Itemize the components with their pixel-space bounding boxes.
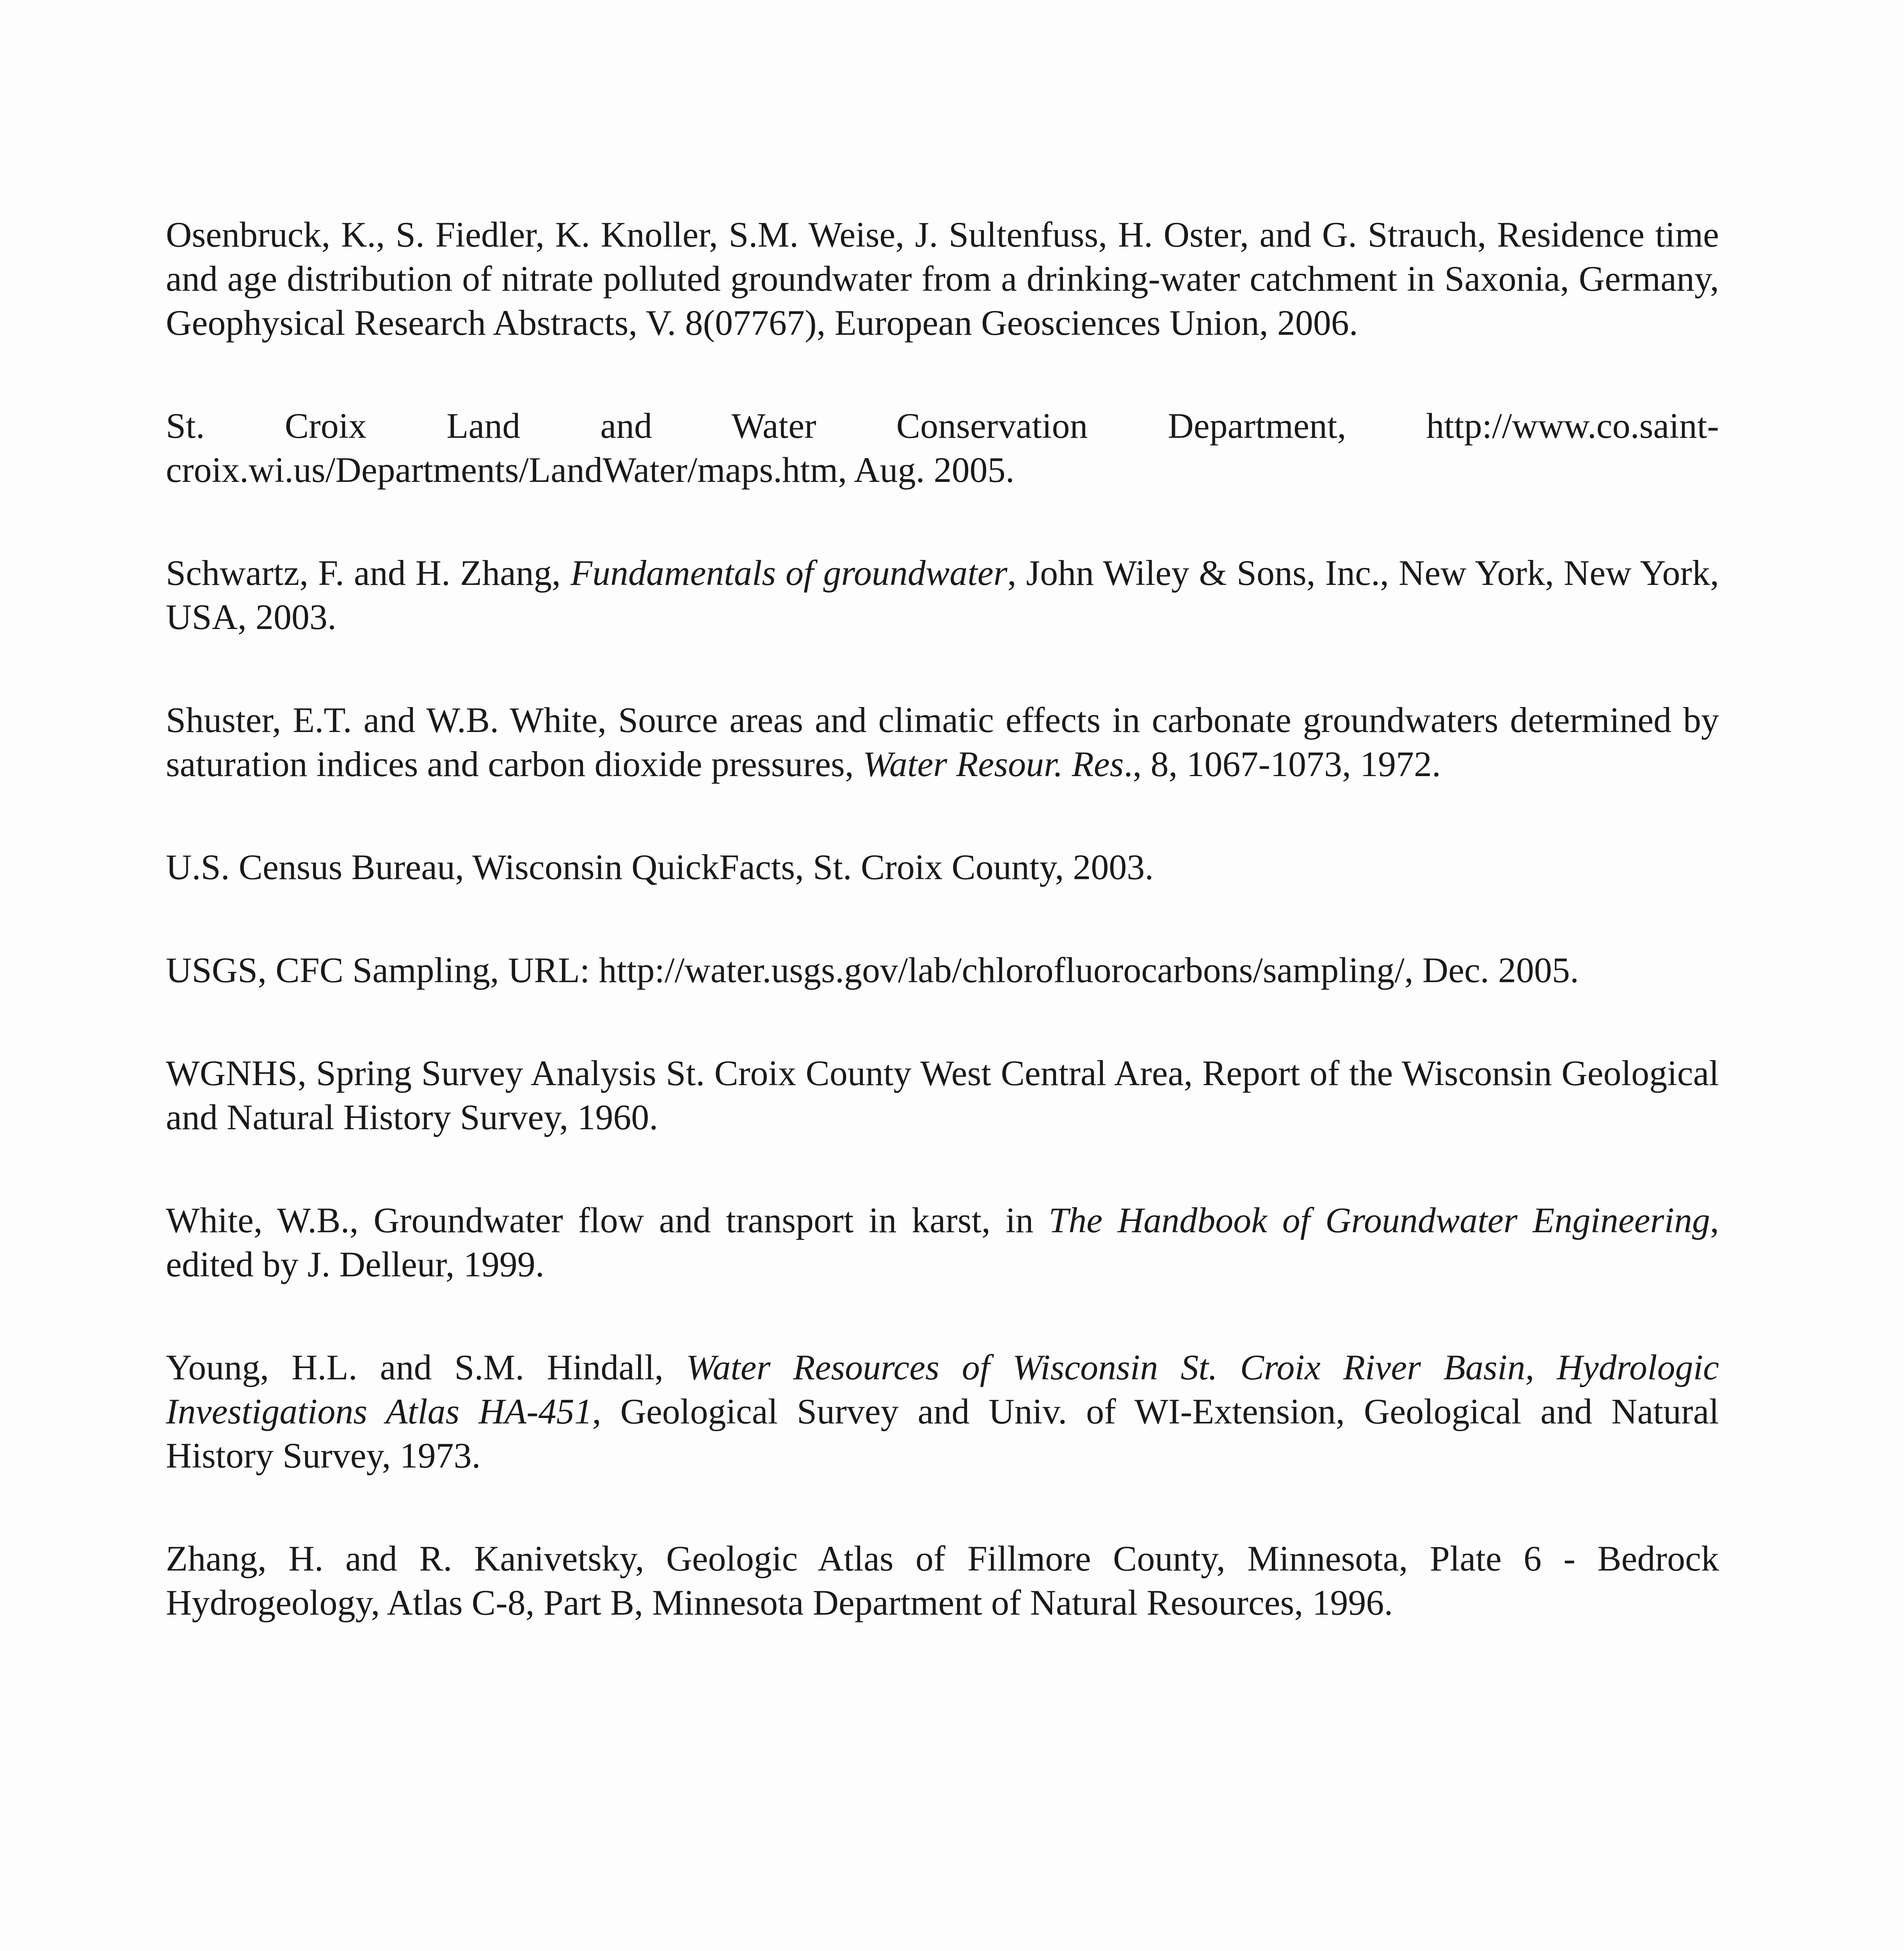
- reference-journal-italic: Water Resour. Res: [862, 744, 1124, 784]
- reference-text: , edited by J. Delleur, 1999.: [166, 1200, 1719, 1284]
- reference-entry-st-croix: [166, 404, 1719, 492]
- reference-text: U.S. Census Bureau, Wisconsin QuickFacts, St. Croix County, 2003.: [166, 847, 1154, 887]
- reference-text: Osenbruck, K., S. Fiedler, K. Knoller, S.M. Weise, J. Sultenfuss, H. Oster, and G. Strauch, Residence time and age distribution of nitrate polluted groundwater from a drinking-water catchment in Saxonia, Germany, Geophysical Research Abstracts, V. 8(07767), European Geosciences Union, 2006.: [166, 215, 1719, 343]
- reference-title-italic: Fundamentals of groundwater: [570, 553, 1008, 593]
- reference-entry-white: [166, 1198, 1719, 1286]
- reference-entry-shuster: [166, 698, 1719, 786]
- reference-text: Shuster, E.T. and W.B. White, Source areas and climatic effects in carbonate groundwaters determined by saturation indices and carbon dioxide pressures,: [166, 700, 1719, 784]
- reference-text: ., 8, 1067-1073, 1972.: [1124, 744, 1441, 784]
- reference-entry-young: [166, 1345, 1719, 1478]
- reference-entry-census: [166, 845, 1719, 889]
- reference-entry-osenbruck: [166, 213, 1719, 345]
- reference-text: White, W.B., Groundwater flow and transport in karst, in: [166, 1200, 1049, 1240]
- reference-text: Young, H.L. and S.M. Hindall,: [166, 1347, 686, 1387]
- reference-text: , John Wiley & Sons, Inc., New York, New York, USA, 2003.: [166, 553, 1719, 637]
- reference-entry-zhang: [166, 1537, 1719, 1625]
- reference-entry-schwartz: [166, 551, 1719, 639]
- reference-entry-usgs: [166, 948, 1719, 992]
- reference-entry-wgnhs: [166, 1051, 1719, 1139]
- reference-text: , Geological Survey and Univ. of WI-Extension, Geological and Natural History Survey, 1973.: [166, 1391, 1719, 1475]
- reference-title-italic: Water Resources of Wisconsin St. Croix River Basin, Hydrologic Investigations Atlas HA-451: [166, 1347, 1719, 1431]
- reference-text: Zhang, H. and R. Kanivetsky, Geologic Atlas of Fillmore County, Minnesota, Plate 6 - Bedrock Hydrogeology, Atlas C-8, Part B, Minnesota Department of Natural Resources, 1996.: [166, 1539, 1719, 1622]
- reference-list: [166, 213, 1719, 1684]
- reference-text: USGS, CFC Sampling, URL: http://water.usgs.gov/lab/chlorofluorocarbons/sampling/, Dec. 2005.: [166, 950, 1579, 990]
- reference-title-italic: The Handbook of Groundwater Engineering: [1049, 1200, 1710, 1240]
- reference-text: Schwartz, F. and H. Zhang,: [166, 553, 571, 593]
- reference-text: WGNHS, Spring Survey Analysis St. Croix County West Central Area, Report of the Wisconsin Geological and Natural History Survey, 1960.: [166, 1053, 1719, 1137]
- reference-text: St. Croix Land and Water Conservation Department, http://www.co.saint-croix.wi.us/Departments/LandWater/maps.htm, Aug. 2005.: [166, 406, 1719, 490]
